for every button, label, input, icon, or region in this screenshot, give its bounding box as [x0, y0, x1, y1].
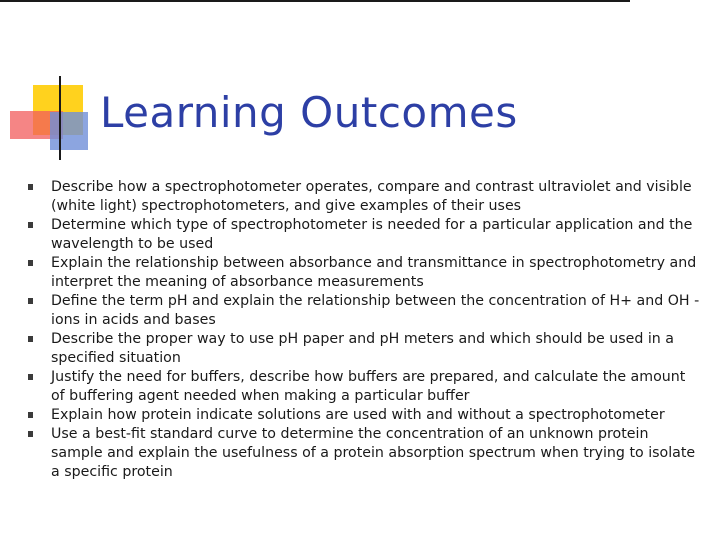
- bullet-icon: [28, 431, 33, 437]
- list-item: [20, 330, 700, 368]
- logo-vertical-line: [59, 76, 61, 160]
- list-item: [20, 254, 700, 292]
- bullet-icon: [28, 298, 33, 304]
- list-item: [20, 178, 700, 216]
- bullet-icon: [28, 336, 33, 342]
- list-item-text: Describe the proper way to use pH paper and pH meters and which should be used in a specified situation: [51, 331, 675, 366]
- list-item-text: Justify the need for buffers, describe how buffers are prepared, and calculate the amount of buffering agent needed when making a particular buffer: [51, 369, 686, 404]
- list-item: [20, 406, 700, 425]
- slide-title: Learning Outcomes: [100, 88, 518, 137]
- logo-blue-square: [50, 112, 88, 150]
- learning-outcomes-list: [20, 178, 700, 482]
- bullet-icon: [28, 222, 33, 228]
- list-item-text: Explain how protein indicate solutions are used with and without a spectrophotometer: [51, 407, 665, 423]
- list-item-text: Define the term pH and explain the relationship between the concentration of H+ and OH - ions in acids and bases: [51, 293, 700, 328]
- list-item-text: Determine which type of spectrophotometer is needed for a particular application and the wavelength to be used: [51, 217, 693, 252]
- list-item-text: Describe how a spectrophotometer operates, compare and contrast ultraviolet and visible (white light) spectrophotometers, and give examples of their uses: [51, 179, 692, 214]
- list-item: [20, 368, 700, 406]
- bullet-icon: [28, 184, 33, 190]
- bullet-icon: [28, 374, 33, 380]
- slide-logo-graphic: [0, 0, 100, 170]
- list-item: [20, 425, 700, 482]
- list-item-text: Use a best-fit standard curve to determine the concentration of an unknown protein sample and explain the usefulness of a protein absorption spectrum when trying to isolate a specific protein: [51, 426, 696, 480]
- list-item: [20, 216, 700, 254]
- list-item-text: Explain the relationship between absorbance and transmittance in spectrophotometry and interpret the meaning of absorbance measurements: [51, 255, 697, 290]
- bullet-icon: [28, 412, 33, 418]
- bullet-icon: [28, 260, 33, 266]
- list-item: [20, 292, 700, 330]
